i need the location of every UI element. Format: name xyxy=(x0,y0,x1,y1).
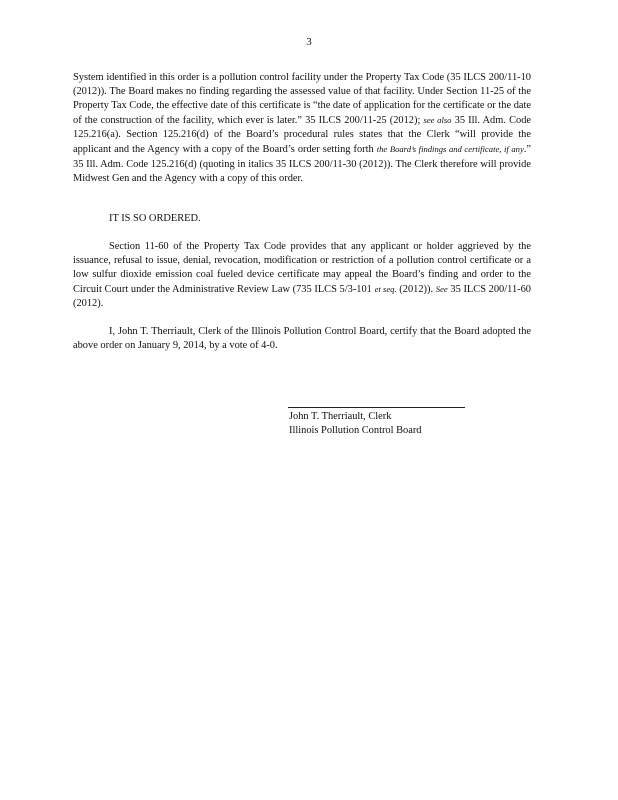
signature-name-title: John T. Therriault, Clerk xyxy=(289,411,392,422)
paragraph-1-italic-see-also: see also xyxy=(423,115,452,126)
paragraph-3-text-c: 35 ILCS 200/11-60 (2012). xyxy=(73,284,531,310)
paragraph-3-text-b: (2012)). xyxy=(396,284,436,296)
paragraph-1-text-b: 35 Ill. Adm. Code 125.216(a). Section 125.216(d) of the Board’s procedural rules states that the Clerk “will provide the applicant and the Agency with a copy of the Board’s order setting forth xyxy=(73,115,531,156)
paragraph-1-text-c: .” 35 Ill. Adm. Code 125.216(d) (quoting in italics 35 ILCS 200/11-30 (2012)). The Clerk therefore will provide Midwest Gen and the Agency with a copy of this order. xyxy=(73,144,531,184)
order-statement: IT IS SO ORDERED. xyxy=(109,213,201,224)
paragraph-3-italic-et-seq: et seq. xyxy=(374,284,397,295)
signature-line xyxy=(288,407,465,408)
paragraph-effective-date xyxy=(73,71,531,186)
clerk-certification: I, John T. Therriault, Clerk of the Illinois Pollution Control Board, certify that the Board adopted the above order on January 9, 2014, by a vote of 4-0. xyxy=(73,326,531,352)
page-number: 3 xyxy=(306,36,312,48)
paragraph-1-text-a: System identified in this order is a pollution control facility under the Property Tax Code (35 ILCS 200/11-10 (2012)). The Board makes no finding regarding the assessed value of that facility. Under Section 11-25 of the Property Tax Code, the effective date of this certificate is “the date of application for the certificate or the date of the construction of the facility, which ever is later.” 35 ILCS 200/11-25 (2012); xyxy=(73,72,531,127)
signature-board: Illinois Pollution Control Board xyxy=(289,425,422,437)
paragraph-appeal-rights xyxy=(73,240,531,311)
signature-block xyxy=(289,410,422,438)
paragraph-3-text-a: Section 11-60 of the Property Tax Code provides that any applicant or holder aggrieved by the issuance, refusal to issue, denial, revocation, modification or restriction of a pollution control certificate or a low sulfur dioxide emission coal fueled device certificate may appeal the Board’s finding and order to the Circuit Court under the Administrative Review Law (735 ILCS 5/3-101 xyxy=(73,241,531,296)
paragraph-3-italic-see: See xyxy=(435,284,448,295)
paragraph-1-italic-quote: the Board’s findings and certificate, if any xyxy=(376,144,524,155)
